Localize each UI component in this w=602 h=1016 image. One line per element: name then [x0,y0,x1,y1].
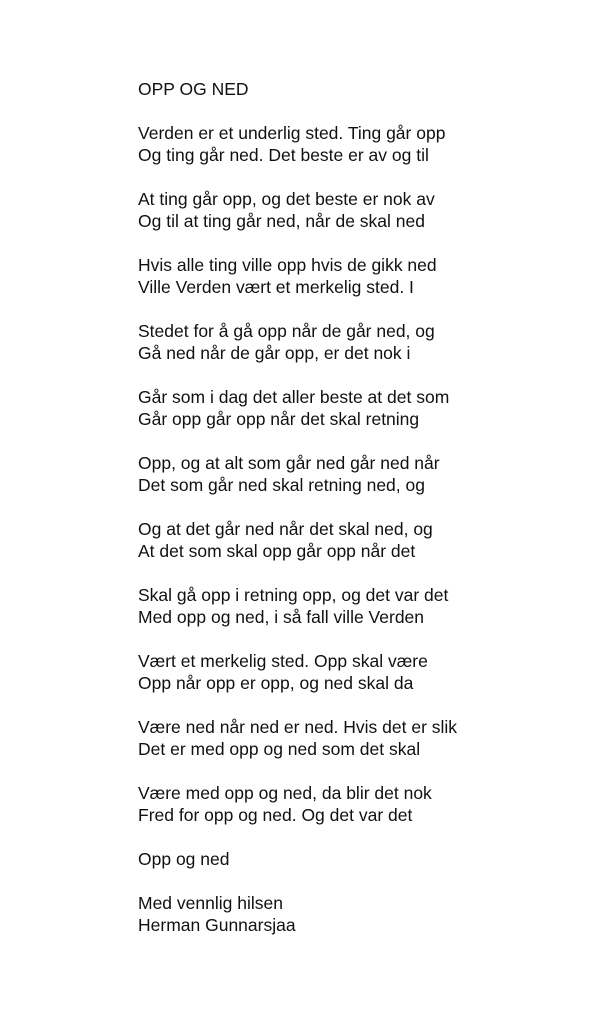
stanza [138,452,457,496]
poem-title: OPP OG NED [138,79,249,99]
poem-line: Skal gå opp i retning opp, og det var det [138,585,449,605]
poem-line: Med opp og ned, i så fall ville Verden [138,607,425,627]
poem-line: Og at det går ned når det skal ned, og [138,519,433,539]
poem-line: Opp når opp er opp, og ned skal da [138,673,414,693]
stanza [138,254,457,298]
poem-line: Stedet for å gå opp når de går ned, og [138,321,435,341]
stanza [138,716,457,760]
poem-line: Opp og ned [138,849,230,869]
poem-line: Være med opp og ned, da blir det nok [138,783,432,803]
poem-document [138,78,457,958]
poem-line: Ville Verden vært et merkelig sted. I [138,277,414,297]
poem-line: Fred for opp og ned. Og det var det [138,805,413,825]
poem-line: Hvis alle ting ville opp hvis de gikk ned [138,255,437,275]
poem-line: Det som går ned skal retning ned, og [138,475,425,495]
poem-line: At det som skal opp går opp når det [138,541,416,561]
poem-line: Gå ned når de går opp, er det nok i [138,343,411,363]
poem-line: Og ting går ned. Det beste er av og til [138,145,429,165]
stanza [138,122,457,166]
poem-line: Det er med opp og ned som det skal [138,739,421,759]
stanza [138,320,457,364]
stanza [138,518,457,562]
stanza [138,584,457,628]
stanza [138,782,457,826]
poem-line: At ting går opp, og det beste er nok av [138,189,435,209]
poem-line: Går opp går opp når det skal retning [138,409,420,429]
closing-salutation: Med vennlig hilsen [138,893,283,913]
stanza [138,188,457,232]
poem-line: Går som i dag det aller beste at det som [138,387,450,407]
author-name: Herman Gunnarsjaa [138,915,296,935]
poem-line: Være ned når ned er ned. Hvis det er slik [138,717,458,737]
poem-line: Opp, og at alt som går ned går ned når [138,453,440,473]
stanza [138,386,457,430]
closing-signature [138,892,457,936]
stanza [138,650,457,694]
poem-line: Verden er et underlig sted. Ting går opp [138,123,446,143]
stanza [138,848,457,870]
poem-line: Og til at ting går ned, når de skal ned [138,211,425,231]
poem-line: Vært et merkelig sted. Opp skal være [138,651,428,671]
